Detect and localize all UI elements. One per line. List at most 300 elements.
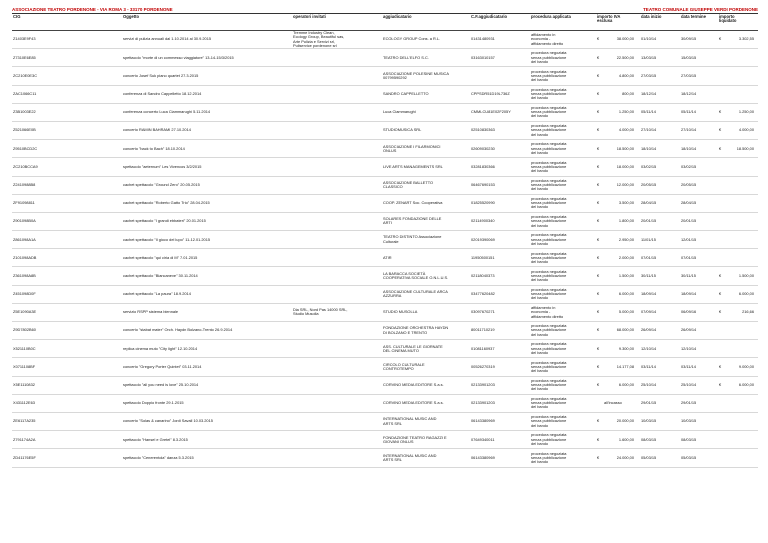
amount-value: 12.000,00 [616,181,634,187]
procedura-cell-text: procedura negoziata senza pubblicazione del bando [531,377,567,392]
procedura-cell [530,231,596,249]
cig-cell [12,103,122,121]
importo-cell [596,67,640,85]
oggetto-cell-text: cachet spettacolo "La paura" 18.9.2014 [123,291,191,297]
aggiudicatario-cell-text: STUDIO MUSOLLA [383,309,418,315]
liquidato-cell [718,158,758,176]
cf-cell-text: 03477620482 [471,291,495,297]
data-inizio-cell [640,303,680,321]
data-termine-cell-text: 05/11/14 [681,109,696,115]
data-termine-cell [680,31,718,49]
data-inizio-cell [640,231,680,249]
cf-cell-text: 02019390069 [471,236,495,242]
amount-value: 1.800,00 [618,218,634,224]
oggetto-cell [122,103,292,121]
oggetto-cell [122,394,292,412]
data-termine-cell [680,376,718,394]
procedura-cell [530,158,596,176]
data-termine-cell-text: 05/03/15 [681,454,697,460]
aggiudicatario-cell [382,267,470,285]
cf-cell [470,67,530,85]
cf-cell [470,376,530,394]
currency-symbol: € [597,36,600,42]
aggiudicatario-cell-text: TEATRO DELL'ELFO S.C. [383,54,429,60]
table-row [12,431,758,449]
aggiudicatario-cell [382,358,470,376]
oggetto-cell-text: spettacolo Doppio fronte 29.1.2015 [123,400,184,406]
data-termine-cell [680,85,718,103]
data-inizio-cell-text: 18/09/14 [641,291,657,297]
data-termine-cell [680,158,718,176]
data-inizio-cell [640,49,680,67]
procedura-cell [530,85,596,103]
aggiudicatario-cell-text: ASS. CULTURALE LE GIORNATE DEL CINEMA MUTO [383,343,443,353]
data-inizio-cell-text: 12/10/14 [641,345,657,351]
invitati-cell-text: Dia SRL, Nord Pas 14000 SRL, Studio Musolla [293,307,348,317]
cig-cell [12,431,122,449]
cig-cell-text: ZC210BCCA9 [13,163,38,169]
col-header-liquidato: importo liquidato [718,14,758,31]
data-inizio-cell [640,212,680,230]
data-inizio-cell [640,285,680,303]
liquidato-cell [718,231,758,249]
oggetto-cell [122,140,292,158]
table-row [12,176,758,194]
data-termine-cell [680,212,718,230]
currency-symbol: € [719,36,722,42]
currency-symbol: € [597,254,600,260]
aggiudicatario-cell-text: INTERNATIONAL MUSIC AND ARTS SRL [383,416,437,426]
amount-value: 6.000,00 [618,291,634,297]
invitati-cell [292,103,382,121]
importo-cell [596,158,640,176]
liquidato-cell [718,412,758,430]
oggetto-cell [122,340,292,358]
importo-cell [596,376,640,394]
procedura-cell [530,431,596,449]
aggiudicatario-cell-text: CIRCOLO CULTURALE CONTROTEMPO [383,361,425,371]
importo-cell [596,249,640,267]
invitati-cell [292,231,382,249]
cig-cell [12,31,122,49]
data-termine-cell [680,285,718,303]
oggetto-cell-text: concerto Josef Suk piano quartet 27.3.2015 [123,72,199,78]
data-inizio-cell [640,103,680,121]
invitati-cell [292,340,382,358]
data-inizio-cell-text: 07/09/14 [641,309,657,315]
cf-cell-text: 02609030230 [471,145,495,151]
cig-cell-text: Z5E1090A3E [13,309,37,315]
oggetto-cell-text: spettacolo "Cenerentola" danza 5.3.2015 [123,454,194,460]
table-row [12,103,758,121]
oggetto-cell [122,67,292,85]
amount-value: 3.302,55 [738,36,754,42]
oggetto-cell-text: cachet spettacolo "Roberto Gatto Trio" 28.04.2015 [123,200,210,206]
col-header-invitati: operatori invitati [292,14,382,31]
aggiudicatario-cell [382,322,470,340]
oggetto-cell [122,158,292,176]
procedura-cell [530,303,596,321]
aggiudicatario-cell [382,340,470,358]
cf-cell-text: 02133901203 [471,382,495,388]
amount-value: 4.000,00 [738,127,754,133]
data-inizio-cell [640,322,680,340]
currency-symbol: € [597,454,600,460]
data-inizio-cell [640,67,680,85]
data-termine-cell [680,412,718,430]
col-header-cig: CIG [12,14,122,31]
data-termine-cell [680,431,718,449]
amount-value: 4.800,00 [618,72,634,78]
table-row [12,249,758,267]
aggiudicatario-cell [382,85,470,103]
cig-cell-text: Z361098A8B [13,272,36,278]
cf-cell-text: 01825520990 [471,200,495,206]
procedura-cell [530,176,596,194]
procedura-cell [530,412,596,430]
col-header-data-inizio: data inizio [640,14,680,31]
table-row [12,376,758,394]
currency-symbol: € [719,127,722,133]
aggiudicatario-cell [382,103,470,121]
table-row [12,231,758,249]
data-inizio-cell-text: 29/01/15 [641,400,657,406]
cig-cell [12,67,122,85]
procurement-table [12,14,758,468]
amount-value: 18.500,00 [736,145,754,151]
oggetto-cell [122,176,292,194]
cig-cell-text: X5E1110832 [13,382,35,388]
cig-cell [12,412,122,430]
aggiudicatario-cell-text: COOP. ZENART Soc. Cooperativa [383,200,443,206]
data-termine-cell-text: 15/03/15 [681,54,697,60]
importo-cell [596,85,640,103]
procedura-cell-text: procedura negoziata senza pubblicazione del bando [531,105,567,119]
data-termine-cell [680,249,718,267]
oggetto-cell [122,449,292,467]
currency-symbol: € [597,145,600,151]
aggiudicatario-cell [382,285,470,303]
cf-cell-text: 06143380969 [471,418,495,424]
oggetto-cell-text: spettacolo "morte di un commesso viaggiatore" 13-14-15/3/2015 [123,54,234,60]
procedura-cell [530,340,596,358]
cf-cell [470,449,530,467]
oggetto-cell [122,85,292,103]
cig-cell-text: Z861098A1A [13,236,36,242]
procedura-cell [530,103,596,121]
currency-symbol: € [597,272,600,278]
currency-symbol: € [597,91,600,97]
procedura-cell-text: affidamento in economia - affidamento diretto [531,32,564,46]
cig-cell-text: X0711108BF [13,363,36,369]
amount-value: 4.000,00 [618,127,634,133]
col-header-procedura: procedura applicata [530,14,596,31]
cf-cell [470,267,530,285]
procedura-cell-text: procedura negoziata senza pubblicazione del bando [531,68,567,83]
currency-symbol: € [597,127,600,133]
data-inizio-cell-text: 05/03/15 [641,454,657,460]
procedura-cell-text: procedura negoziata senza pubblicazione del bando [531,450,567,464]
data-termine-cell-text: 08/03/15 [681,436,697,442]
data-termine-cell-text: 07/01/15 [681,254,697,260]
cig-cell [12,212,122,230]
cig-cell [12,140,122,158]
amount-value: 5.000,00 [618,309,634,315]
header-row [12,14,758,31]
data-inizio-cell [640,194,680,212]
currency-symbol: € [597,291,600,297]
data-termine-cell [680,140,718,158]
aggiudicatario-cell-text: ASSOCIAZIONE BALLETTO CLASSICO [383,179,434,190]
cf-cell [470,412,530,430]
procedura-cell [530,249,596,267]
amount-value: 22.500,00 [616,54,634,60]
aggiudicatario-cell-text: INTERNATIONAL MUSIC AND ARTS SRL [383,452,437,462]
amount-value: 18.000,00 [616,163,634,169]
oggetto-cell-text: spettacolo "all you need is love" 25.10.2014 [123,382,199,388]
cig-cell [12,85,122,103]
amount-value: 1.250,00 [738,109,754,115]
cig-cell [12,303,122,321]
importo-cell [596,194,640,212]
table-row [12,140,758,158]
data-inizio-cell-text: 03/11/14 [641,363,656,369]
procedura-cell-text: procedura negoziata senza pubblicazione del bando [531,359,567,374]
data-inizio-cell-text: 05/11/14 [641,109,656,115]
data-termine-cell [680,303,718,321]
currency-symbol: € [719,272,722,278]
aggiudicatario-cell [382,194,470,212]
data-termine-cell-text: 12/10/14 [681,345,697,351]
oggetto-cell [122,322,292,340]
data-termine-cell [680,340,718,358]
data-inizio-cell [640,431,680,449]
cf-cell [470,212,530,230]
cig-cell-text: Z901098B0A [13,218,36,224]
amount-value: 1.500,00 [738,272,754,278]
cig-cell-text: ZF91098811 [13,200,35,206]
data-termine-cell-text: 06/09/16 [681,309,697,315]
cig-cell [12,49,122,67]
importo-cell [596,449,640,467]
oggetto-cell-text: concerto "Solas & canarino" Jordi Savall 10.03.2015 [123,418,213,424]
cf-cell-text: 06143380969 [471,454,495,460]
cf-cell-text: 02114900340 [471,218,495,224]
table-row [12,267,758,285]
importo-cell [596,431,640,449]
importo-cell [596,394,640,412]
aggiudicatario-cell [382,49,470,67]
currency-symbol: € [597,218,600,224]
cig-cell [12,376,122,394]
data-inizio-cell [640,140,680,158]
oggetto-cell-text: spettacolo "aeternum" Les Vivencos 3/2/2015 [123,163,202,169]
data-termine-cell [680,322,718,340]
currency-symbol: € [597,109,600,115]
data-termine-cell-text: 27/03/15 [681,72,697,78]
oggetto-cell [122,231,292,249]
procedura-cell-text: procedura negoziata senza pubblicazione del bando [531,123,567,137]
oggetto-cell [122,212,292,230]
table-row [12,49,758,67]
cf-cell [470,49,530,67]
cf-cell-text: CPPSDR51D19L736Z [471,91,510,97]
sheet-banner [12,6,758,14]
procedura-cell-text: procedura negoziata senza pubblicazione del bando [531,286,567,301]
data-inizio-cell-text: 07/01/15 [641,254,657,260]
data-termine-cell-text: 03/11/14 [681,363,696,369]
data-termine-cell [680,449,718,467]
oggetto-cell-text: servizio RSPP sistema biennale [123,309,179,315]
amount-value: 20.000,00 [616,418,634,424]
table-row [12,322,758,340]
oggetto-cell-text: cachet spettacolo "Ground Zero" 20.05.2015 [123,181,200,187]
data-inizio-cell-text: 13/03/15 [641,54,657,60]
cf-cell [470,394,530,412]
table-row [12,158,758,176]
data-inizio-cell-text: 20/05/15 [641,181,657,187]
importo-cell [596,340,640,358]
data-inizio-cell-text: 30/11/15 [641,272,656,278]
cf-cell-text: 00526270319 [471,363,495,369]
aggiudicatario-cell [382,176,470,194]
amount-value: 6.000,00 [618,382,634,388]
table-row [12,449,758,467]
cig-cell [12,449,122,467]
aggiudicatario-cell [382,67,470,85]
currency-symbol: € [597,345,600,351]
procedura-cell [530,194,596,212]
cig-cell [12,249,122,267]
liquidato-cell [718,49,758,67]
aggiudicatario-cell-text: TEATRO DISTINTO Associazione Culturale [383,234,442,244]
liquidato-cell [718,267,758,285]
col-header-cf: C.F.aggiudicatario [470,14,530,31]
amount-value: 2.950,00 [618,236,634,242]
cf-cell-text: 03281830366 [471,163,495,169]
data-inizio-cell-text: 20/01/15 [641,218,657,224]
cig-cell [12,158,122,176]
procedura-cell [530,67,596,85]
oggetto-cell-text: concerto "stabat mater" Orch. Haydn Bolzano-Trento 26.9.2014 [123,327,233,333]
cig-cell-text: ZD41176E5F [13,454,36,460]
aggiudicatario-cell [382,394,470,412]
importo-cell [596,267,640,285]
currency-symbol: € [597,236,600,242]
theatre-title: TEATRO COMUNALE GIUSEPPE VERDI PORDENONE [643,7,758,12]
cig-cell-text: Z451098D0F [13,291,36,297]
liquidato-cell [718,67,758,85]
amount-value: 9.300,00 [618,345,634,351]
oggetto-cell [122,49,292,67]
amount-value: 38.000,00 [616,36,634,42]
amount-value: 2.000,00 [618,254,634,260]
cig-cell [12,194,122,212]
liquidato-cell [718,194,758,212]
procedura-cell-text: procedura negoziata senza pubblicazione del bando [531,195,567,210]
data-termine-cell-text: 20/01/15 [681,218,697,224]
oggetto-cell [122,194,292,212]
invitati-cell [292,394,382,412]
data-inizio-cell [640,340,680,358]
importo-cell [596,103,640,121]
invitati-cell [292,31,382,49]
cig-cell-text: Z791174A2A [13,436,36,442]
procedura-cell-text: procedura negoziata senza pubblicazione del bando [531,341,567,355]
cig-cell [12,322,122,340]
cf-cell [470,85,530,103]
amount-value: 216,66 [742,309,754,315]
cf-cell [470,285,530,303]
liquidato-cell [718,249,758,267]
oggetto-cell [122,303,292,321]
cig-cell-text: Z9510BCD2C [13,145,38,151]
procedura-cell-text: procedura negoziata senza pubblicazione del bando [531,232,567,246]
table-row [12,212,758,230]
aggiudicatario-cell-text: LIVE ARTS MANAGEMENTS SRL [383,163,443,169]
cf-cell [470,231,530,249]
data-inizio-cell [640,358,680,376]
invitati-cell [292,303,382,321]
importo-cell [596,322,640,340]
col-header-importo: importo IVA esclusa [596,14,640,31]
data-termine-cell-text: 18/10/14 [681,145,697,151]
procedura-cell-text: procedura negoziata senza pubblicazione del bando [531,177,567,192]
data-inizio-cell [640,85,680,103]
liquidato-cell [718,85,758,103]
currency-symbol: € [597,382,600,388]
cig-cell [12,394,122,412]
cf-cell [470,340,530,358]
invitati-cell [292,322,382,340]
data-termine-cell-text: 27/10/14 [681,127,697,133]
liquidato-cell [718,285,758,303]
currency-symbol: € [597,436,600,442]
oggetto-cell-text: concerto "Gregory Porter Quintet" 03.11.2014 [123,363,202,369]
data-inizio-cell-text: 08/03/15 [641,436,657,442]
importo-cell [596,121,640,139]
aggiudicatario-cell-text: ASSOCIAZIONE I FILARMONICI ONLUS [383,143,441,153]
cig-cell-text: Z3B1003E22 [13,109,36,115]
cig-cell-text: X431112E63 [13,400,35,406]
importo-cell [596,140,640,158]
procedura-cell [530,358,596,376]
currency-symbol: € [597,181,600,187]
oggetto-cell [122,267,292,285]
oggetto-cell [122,431,292,449]
cf-cell [470,176,530,194]
invitati-cell [292,67,382,85]
aggiudicatario-cell [382,449,470,467]
cf-cell [470,431,530,449]
invitati-cell [292,376,382,394]
col-header-oggetto: Oggetto [122,14,292,31]
liquidato-cell [718,212,758,230]
amount-value: 24.000,00 [616,454,634,460]
invitati-cell [292,285,382,303]
cig-cell [12,121,122,139]
cf-cell [470,303,530,321]
spreadsheet-sheet [12,6,758,468]
oggetto-cell-text: cachet spettacolo "Biancaneve" 30.11.2014 [123,272,198,278]
oggetto-cell-text: spettacolo "Hansel e Gretel" 8.3.2015 [123,436,188,442]
cig-cell-text: ZC210E0E3C [13,72,38,78]
amount-value: 1.600,00 [618,436,634,442]
data-inizio-cell [640,249,680,267]
data-termine-cell-text: 30/09/15 [681,36,697,42]
procedura-cell [530,49,596,67]
importo-cell [596,412,640,430]
